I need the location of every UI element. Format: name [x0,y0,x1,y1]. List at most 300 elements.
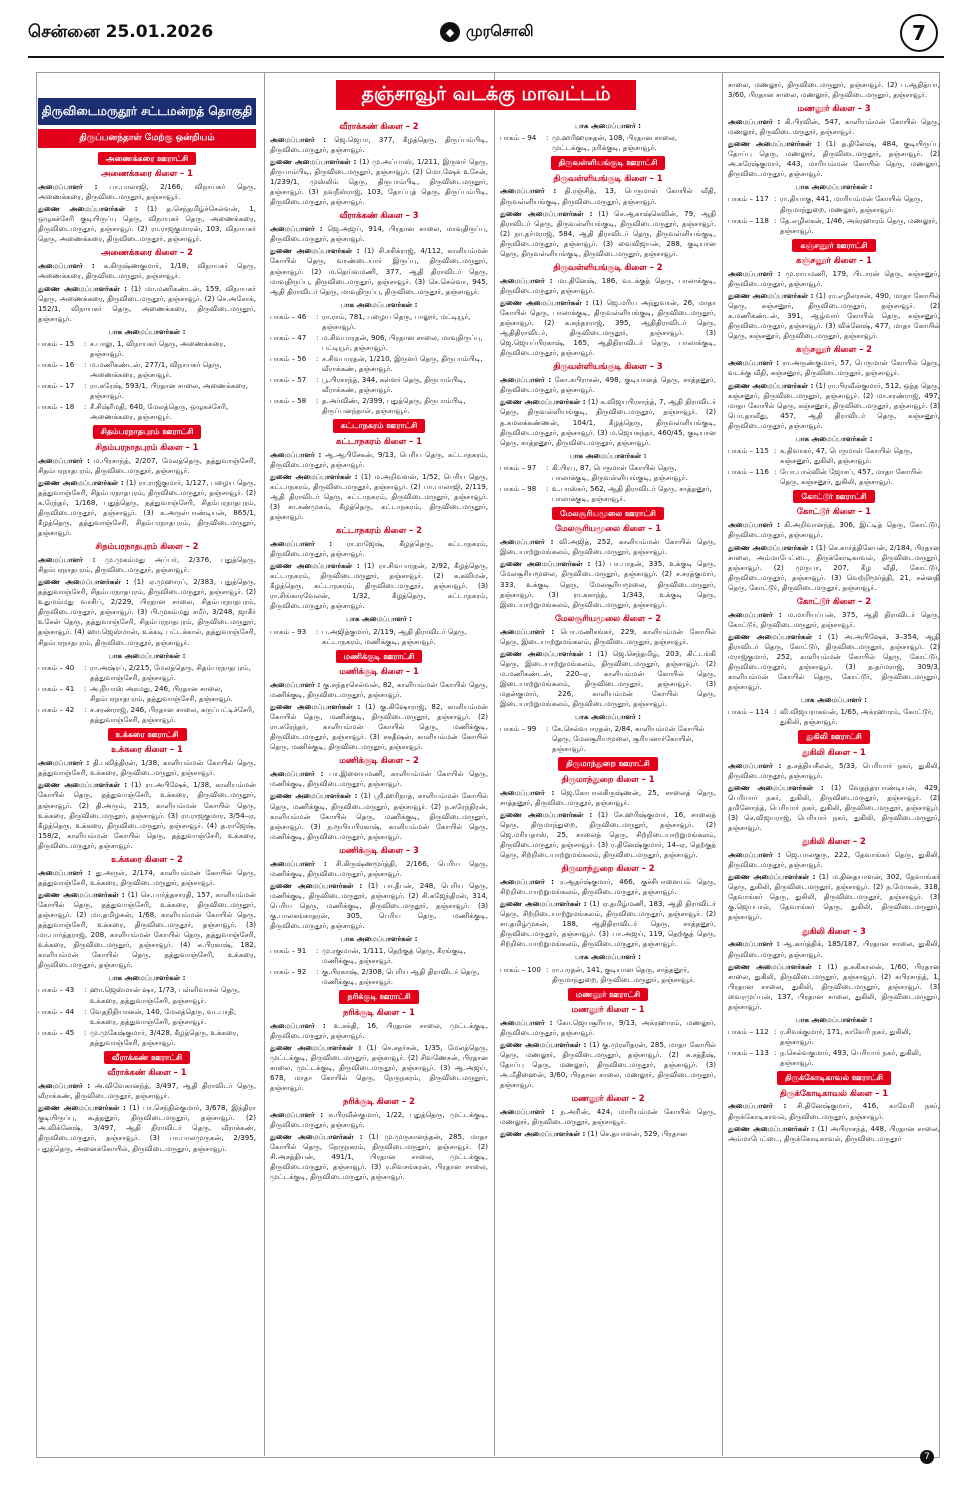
office-bearer-entry [728,358,940,378]
member-details: (1) பா.செந்தில்குமார், 3/678, இந்திரா குடியிருப்பு, கூத்தனூர், திருவிடைமருதூர், தஞ்சாவூர். (2) அ.விக்னேஷ், 3/497, ஆதி திராவிடர் தெரு, வீராக்கண், திருவிடைமருதூர், தஞ்சாவூர். (3) பா.பாலமுருகன், 2/395, புதுத்தெரு, அனைக்கோயில், திருவிடைமருதூர், தஞ்சாவூர். [38,1103,256,1153]
member-details: ரா.பரதன், 141, குடியான தெரு, சாத்தனூர், திருமாந்துறை, திருவிடைமருதூர், தஞ்சாவூர். [552,964,696,984]
member-details: யோ.பால்வின் ஜோசப், 457, மாதா கோயில் தெரு, கஞ்சனூர், துகிலி, தஞ்சாவூர். [780,467,923,487]
member-details: (1) த.சுகிகாலன், 1/60, பிரதான சாலை, துகிலி, திருவிடைமருதூர், தஞ்சாவூர். (2) கபிரசாந்த், 1, பிரதான சாலை, துகிலி, திருவிடைமருதூர், தஞ்சாவூர். (3) வைரமுப்பன், 137, பிரதான சாலை, துகிலி, திருவிடைமருதூர், தஞ்சாவூர். [728,961,940,1011]
role-label: அமைப்பாளர் : [270,449,322,459]
role-label: அமைப்பாளர் : [500,186,557,196]
member-details: சாலை, மணலூர், திருவிடைமருதூர், தஞ்சாவூர். (2) ப.ஆதித்யா, 3/60, பிரதான சாலை, மணலூர், திருவிடைமருதூர், தஞ்சாவூர். [728,80,940,100]
member-details: (1) செ.பார்த்தசாரதி, 157, காளியம்மன் கோயில் தெரு, தத்துவாஞ்சேரி, உக்கரை, திருவிடைமருதூர், தஞ்சாவூர். (2) மா.தமிழகன், 1/68, காளியம்மன் கோயில் தெரு, தத்துவாஞ்சேரி, உக்கரை, திருவிடைமருதூர், தஞ்சாவூர். (3) மா.பார்த்தராஜ், 208, காளியம்மன் கோயில் தெரு, தத்துவாஞ்சேரி, உக்கரை, திருவிடைமருதூர், தஞ்சாவூர். (4) சு.பிரகாஷ், 182, காளியம்மன் கோயில் தெரு, தத்துவாஞ்சேரி, உக்கரை, திருவிடைமருதூர், தஞ்சாவூர். [38,889,256,970]
role-label: துணை அமைப்பாளர்கள் : [270,471,358,481]
booth-entry [38,381,256,401]
role-label: துணை அமைப்பாளர்கள் : [500,809,593,819]
member-details: ரா.அருண்குமார், 57, பெருமாள் கோயில் தெரு, வடக்கு வீதி, கஞ்சனூர், திருவிடைமருதூர், தஞ்சாவூர். [728,358,940,378]
office-bearer-entry [270,881,488,931]
role-label: அமைப்பாளர் : [728,939,780,949]
booth-number: பாகம் – 97 [500,462,537,472]
office-bearer-entry [270,224,488,244]
booth-entry [38,339,256,359]
role-label: துணை அமைப்பாளர்கள் : [270,1132,363,1142]
booth-entry [270,946,488,966]
role-label: அமைப்பாளர் : [500,537,554,547]
branch-heading: சிதம்பரநாதபுரம் கிளை – 2 [95,541,199,552]
member-details: (1) ரா.சிவபாரதன், 2/92, கீழத்தெரு, கட்டாநகரம், திருவிடைமருதூர், தஞ்சாவூர். (2) க.கவிமன், கீழத்தெரு, கட்டாநகரம், திருவிடைமருதூர், தஞ்சாவூர். (3) ரா.சிங்காரவேலன், 1/32, கீழத்தெரு, கட்டாநகரம், திருவிடைமருதூர், தஞ்சாவூர். [270,561,488,611]
colon-separator: : [774,215,777,225]
member-details: (1) கு.முரளிதரன், 285, மாதா கோயில் தெரு, மணலூர், திருவிடைமருதூர், தஞ்சாவூர். (2) சு.சத்தீஷ், தோப்பு தெரு, மணலூர், திருவிடைமருதூர், தஞ்சாவூர். (3) அ.மீதிஹைன், 3/60, பிரதான சாலை, மணலூர், திருவிடைமருதூர், தஞ்சாவூர். [500,1040,716,1090]
member-details: பா.இளையமணி, காளியம்மன் கோயில் தெரு, மணிக்குடி, திருவிடைமருதூர், தஞ்சாவூர். [270,769,488,789]
member-details: அ.விவேகானந்த், 3/497, ஆதி திராவிடர் தெரு, வீராக்கண், திருவிடைமருதூர், தஞ்சாவூர். [38,1081,256,1101]
role-label: துணை அமைப்பாளர்கள் : [728,782,824,792]
member-details: ர.சிவக்குமார், 171, காவேரி நகர், துகிலி, தஞ்சாவூர். [780,1026,911,1047]
branch-heading: கோட்டூர் கிளை – 2 [796,595,872,606]
role-label: துணை அமைப்பாளர்கள் : [270,791,358,801]
booth-entry [270,967,488,987]
footer-page-number: 7 [920,1450,934,1464]
colon-separator: : [84,402,87,412]
branch-heading: திருமாந்துறை கிளை – 1 [561,773,655,784]
office-bearer-entry [500,899,716,949]
office-bearer-entry [500,186,716,206]
branch-heading: மணிக்குடி கிளை – 1 [339,666,419,677]
member-details: (1) செ.ஆகாஷ்கெவின், 79, ஆதி திராவிடர் தெரு, திருவள்ளியங்குடி, திருவிடைமருதூர், தஞ்சாவூர். (2) நா.தர்மராஜ், 584, ஆதி திராவிடர் தெரு, திருவள்ளியங்குடி, திருவிடைமருதூர், தஞ்சாவூர். (3) வைவிஜயன், 288, குடியான தெரு, திருவள்ளியங்குடி, திருவிடைமருதூர், தஞ்சாவூர். [500,208,716,258]
colon-separator: : [84,985,87,995]
office-bearer-entry [270,680,488,700]
member-details: (1) செ.சதர்சன், 1/35, மேலத்தெரு, முட்டக்குடி, திருவிடைமருதூர், தஞ்சாவூர். (2) சிவணேசன், பிரதான சாலை, முட்டக்குடி, திருவிடைமருதூர், தஞ்சாவூர். (3) ஆ.அஜய், 678, மாதா கோயில் தெரு, நேருநகரம், திருவிடைமருதூர், தஞ்சாவூர். [270,1042,488,1093]
booth-entry [38,360,256,380]
role-label: அமைப்பாளர் : [38,455,90,465]
panchayat-heading: மணலூர் ஊராட்சி [568,988,648,1001]
panchayat-heading: மேலசூரியமூலை ஊராட்சி [552,507,664,520]
office-bearer-entry [38,577,256,647]
booth-number: பாகம் – 94 [500,133,537,143]
office-bearer-entry [500,627,716,647]
branch-heading: கஞ்சனூர் கிளை – 2 [795,344,872,355]
colon-separator: : [316,967,319,977]
member-details: (1) ஜெ.செந்தமிழ், 203, கிட்டங்கி தெரு, இடையாற்றுமங்கலம், திருவிடைமருதூர், தஞ்சாவூர். (2) ம.மணிகண்டன், 220–ஏ, காளியம்மன் கோயில் தெரு, இடையாற்றுமங்கலம், திருவிடைமருதூர், தஞ்சாவூர். (3) மதன்குமார், 226, காளியம்மன் கோயில் தெரு, இடையாற்றுமங்கலம், திருவிடைமருதூர், தஞ்சாவூர். [500,648,716,709]
booth-number: பாகம் – 18 [38,402,75,412]
colon-separator: : [546,462,549,472]
booth-number: பாகம் – 91 [270,946,307,956]
member-details: மு.ஹரிஹரசுதன், 108, பிரதான சாலை, முட்டக்குடி, நரிக்குடி, தஞ்சாவூர். [552,133,678,153]
booth-entry [270,354,488,374]
member-details: ரா.ராம், 781, பழைய தெரு, பாலூர், மட்டியூர், தஞ்சாவூர். [322,311,471,331]
booth-entry [728,194,940,214]
colon-separator: : [546,483,549,493]
booth-number: பாகம் – 116 [728,467,769,476]
member-details: க.திவாகர், 47, பெருமாள் கோயில் தெரு, கஞ்சனூர், துகிலி, தஞ்சாவூர். [780,445,913,465]
office-bearer-entry [38,284,256,324]
page-number: 7 [900,14,938,52]
role-label: அமைப்பாளர் : [270,539,333,549]
office-bearer-entry [728,850,940,870]
booth-number: பாகம் – 99 [500,724,537,734]
office-bearer-entry [728,1101,940,1121]
office-bearer-entry [270,539,488,559]
office-bearer-entry [500,375,716,395]
member-details: ர.ஆதர்ஷ்குமார், 466, குச்சிபாளையம் தெரு, சிற்றிடையாற்றுமங்கலம், திருவிடைமருதூர், தஞ்சாவூர். [500,877,716,897]
office-bearer-entry [728,80,940,100]
colon-separator: : [84,338,87,348]
office-bearer-entry [500,397,716,447]
colon-separator: : [84,359,87,369]
panchayat-heading: அணைக்கரை ஊராட்சி [98,152,196,165]
booth-number: பாகம் – 17 [38,381,75,391]
masthead [0,0,972,64]
branch-heading: வீராக்கண் கிளை – 2 [339,121,419,131]
member-details: வி.விஜயராகவன், 1/65, அக்ரஹாரம், கோட்டூர், துகிலி, தஞ்சாவூர். [780,707,934,727]
member-details: ம.மாரியப்பன், 375, ஆதி திராவிடர் தெரு, கோட்டூர், திருவிடைமருதூர், தஞ்சாவூர். [728,609,940,629]
member-details: சி.தினேஷ்குமார், 416, காவேரி நகர், திருக்கோடிகாவல், திருவிடைமருதூர், தஞ்சாவூர். [728,1101,940,1121]
booth-number: பாகம் – 98 [500,483,537,493]
office-bearer-entry [728,291,940,341]
colon-separator: : [316,626,319,636]
role-label: அமைப்பாளர் : [270,679,321,689]
booth-entry [38,684,256,704]
member-details: பா.பாலாஜி, 2/166, விநாயகர் தெரு, அணைக்கரை, திருவிடைமருதூர், தஞ்சாவூர். [38,182,256,202]
office-bearer-entry [38,1081,256,1101]
member-details: ம.மணிகண்டன், 277/1, விநாயகர் தெரு, அணைக்கரை, தஞ்சாவூர். [90,359,222,379]
booth-number: பாகம் – 16 [38,359,75,369]
column-3 [500,118,716,1488]
role-label: துணை அமைப்பாளர்கள் : [270,561,360,571]
member-details: மு.முகேஷ்குமார், 3/428, கீழத்தெரு, உக்கரை, தத்துவாஞ்சேரி, தஞ்சாவூர். [90,1027,239,1047]
section-subheading: பாக அமைப்பாளர் : [575,712,641,722]
member-details: (1) க.விஜயபிரசாந்த், 7, ஆதி திராவிடர் தெரு, திருவள்ளியங்குடி, திருவிடைமருதூர், தஞ்சாவூர். (2) த.கமலக்கண்ணன், 104/1, கீழத்தெரு, திருவள்ளியங்குடி, திருவிடைமருதூர், தஞ்சாவூர். (3) ம.ஜெயசுந்தர், 460/45, குடியான தெரு, சாத்தனூர், திருவிடைமருதூர், தஞ்சாவூர். [500,397,716,447]
role-label: துணை அமைப்பாளர்கள் : [728,542,814,552]
colon-separator: : [84,683,87,693]
member-details: (1) பா.தீபன், 248, பெரிய தெரு, மணிக்குடி, திருவிடைமருதூர், தஞ்சாவூர். (2) சி.கஜேந்திரன், 314, பெரிய தெரு, மணிக்குடி, திருவிடைமருதூர், தஞ்சாவூர். (3) கு.பாலகங்காதரன், 305, பெரிய தெரு, மணிக்குடி, திருவிடைமருதூர், தஞ்சாவூர். [270,880,488,931]
booth-entry [500,463,716,483]
office-bearer-entry [270,1132,488,1182]
colon-separator: : [774,467,777,476]
office-bearer-entry [38,182,256,202]
office-bearer-entry [728,872,940,922]
branch-heading: கஞ்சனூர் கிளை – 1 [795,255,872,266]
colon-separator: : [84,381,87,391]
member-details: ச.பாலு, 1, விநாயகர் தெரு, அணைக்கரை, தஞ்சாவூர். [90,338,226,358]
branch-heading: துகிலி கிளை – 1 [802,746,866,757]
branch-heading: மேலசூரியமூலை கிளை – 1 [554,523,662,534]
member-details: (1) வேதந்தரபாண்டியன், 429, பெரியார் நகர், துகிலி, திருவிடைமருதூர், தஞ்சாவூர். (2) தமினோந்த், பெரியார் நகர், துகிலி, திருவிடைமருதூர், தஞ்சாவூர். (3) செ.விஜயராஜ், பெரியார் நகர், துகிலி, திருவிடைமருதூர், தஞ்சாவூர். [728,782,940,833]
booth-entry [270,396,488,416]
column-divider [264,72,265,1456]
colon-separator: : [546,133,549,143]
office-bearer-entry [270,246,488,296]
role-label: அமைப்பாளர் : [728,520,780,530]
member-details: கு.சுந்தரசெல்வன், 82, காளியம்மன் கோயில் தெரு, மணிக்குடி, திருவிடைமருதூர், தஞ்சாவூர். [270,679,488,700]
panchayat-heading: திருக்கோடிகாவல் ஊராட்சி [777,1071,891,1084]
section-subheading: பாக அமைப்பாளர் : [575,952,641,962]
masthead-rule [28,56,944,58]
section-subheading: பாக அமைப்பாளர் : [801,695,867,705]
colon-separator: : [84,1027,87,1037]
member-details: தே.எழிலகன், 1/46, அக்ரஹாரம் தெரு, மணலூர், தஞ்சாவூர். [780,215,938,235]
colon-separator: : [774,1048,777,1058]
member-details: ந.அரி்ன், 424, மாரியம்மன் கோயில் தெரு, மணலூர், திருவிடைமருதூர், தஞ்சாவூர். [500,1107,716,1127]
office-bearer-entry [728,269,940,289]
office-bearer-entry [728,610,940,630]
role-label: துணை அமைப்பாளர்கள் : [38,204,138,214]
member-details: கே.செல்வபாரதன், 2/84, காளியம்மன் கோயில் தெரு, மேலசூரியமூலை, சூரியனார்கோயில், தஞ்சாவூர். [552,724,705,754]
role-label: அமைப்பாளர் : [500,626,555,636]
role-label: துணை அமைப்பாளர்கள் : [728,1123,815,1133]
office-bearer-entry [728,520,940,540]
member-details: கி.பிரபு, 87, பெருமாள் கோயில் தெரு, பாலாக்குடி, திருவள்ளியங்குடி, தஞ்சாவூர். [552,462,688,482]
office-bearer-entry [270,1110,488,1130]
member-details: அ.நியாஸ் அகமது, 246, பிரதான சாலை, சிதம்பரநாதபுரம், தத்துவாஞ்சேரி, தஞ்சாவூர். [90,683,233,703]
column-2 [270,118,488,1488]
colon-separator: : [84,704,87,714]
branch-heading: திருவள்ளியங்குடி கிளை – 3 [553,361,663,372]
member-details: (1) அ.அபிஷேக், 3–354, ஆதி திராவிடர் தெரு, கோட்டூர், திருவிடைமருதூர், தஞ்சாவூர். (2) மராஜ்குமார், 252, காளியம்மன் கோயில் தெரு, கோட்டூர், திருவிடைமருதூர், தஞ்சாவூர். (3) த.தர்மராஜ், 309/3, காளியம்மன் கோயில் தெரு, கோட்டூர், திருவிடைமருதூர், தஞ்சாவூர். [728,631,940,692]
member-details: வி.அஜித், 252, காளியம்மன் கோயில் தெரு, இடையாற்றுமங்கலம், திருவிடைமருதூர், தஞ்சாவூர். [500,537,716,557]
branch-heading: சிதம்பரநாதபுரம் கிளை – 1 [95,441,199,452]
section-subheading: பாக அமைப்பாளர்கள் : [569,450,647,460]
booth-number: பாகம் – 92 [270,967,307,977]
member-details: ச.சரண்ராஜ், 246, பிரதான சாலை, கருப்பட்டிச்சேரி, தத்துவாஞ்சேரி, தஞ்சாவூர். [90,704,255,724]
member-details: ந.செல்வகுமார், 493, பெரியார் நகர், துகிலி, தஞ்சாவூர். [780,1048,922,1068]
office-bearer-entry [728,117,940,137]
role-label: அமைப்பாளர் : [38,867,91,877]
booth-entry [500,965,716,985]
booth-number: பாகம் – 15 [38,338,75,348]
booth-entry [38,705,256,725]
role-label: துணை அமைப்பாளர்கள் : [500,1040,587,1050]
member-details: து.அருள், 2/174, காளியம்மன் கோயில் தெரு, தத்துவாஞ்சேரி, உக்கரை, திருவிடைமருதூர், தஞ்சாவூர். [38,867,256,887]
section-subheading: பாக அமைப்பாளர்கள் : [795,1014,873,1024]
role-label: துணை அமைப்பாளர்கள் : [270,1042,362,1052]
office-bearer-entry [270,157,488,207]
role-label: அமைப்பாளர் : [270,1110,324,1120]
office-bearer-entry [728,1124,940,1144]
branch-heading: அணைக்கரை கிளை – 2 [101,247,193,258]
branch-heading: வீராக்கண் கிளை – 1 [107,1067,187,1078]
role-label: அமைப்பாளர் : [728,269,781,279]
branch-heading: அணைக்கரை கிளை – 1 [101,168,193,179]
role-label: அமைப்பாளர் : [728,117,781,127]
paper-name-text: முரசொலி [466,22,534,40]
member-details: த.சத்தியசீலன், 5/33, பெரியார் நகர், துகிலி, திருவிடைமருதூர், தஞ்சாவூர். [728,760,940,780]
booth-entry [38,1007,256,1027]
office-bearer-entry [500,1040,716,1090]
member-details: உ.சக்தி, 16, பிரதான சாலை, முட்டக்குடி, திருவிடைமருதூர், தஞ்சாவூர். [270,1020,488,1040]
role-label: அமைப்பாளர் : [38,758,90,768]
member-details: (1) த.தினேஷ், 484, குடியிருப்பு தோப்பு தெரு, மணலூர், திருவிடைமருதூர், தஞ்சாவூர். (2) அ.சுரேஷ்குமார், 443, மாரியம்மன் கோயில் தெரு, மணலூர், திருவிடைமருதூர், தஞ்சாவூர். [728,139,940,179]
member-details: பொ.மணிசங்கர், 229, காளியம்மன் கோயில் தெரு, இடையாற்றுமங்கலம், திருவிடைமருதூர், தஞ்சாவூர். [500,626,716,646]
role-label: அமைப்பாளர் : [728,760,782,770]
role-label: துணை அமைப்பாளர்கள் : [270,157,357,167]
office-bearer-entry [500,788,716,808]
column-4 [728,80,940,1450]
panchayat-heading: கோட்டூர் ஊராட்சி [793,490,874,503]
office-bearer-entry [270,1021,488,1041]
booth-number: பாகம் – 47 [270,332,307,342]
member-details: ரா.அஷ்ரப், 2/215, மேலத்தெரு, சிதம்பரநாதபுரம், தத்துவாஞ்சேரி, தஞ்சாவூர். [90,662,251,682]
role-label: துணை அமைப்பாளர்கள் : [270,702,361,712]
booth-number: பாகம் – 58 [270,396,307,406]
member-details: சு.பிரவீன்குமார், 1/22, புதுத்தெரு, முட்டக்குடி, திருவிடைமருதூர், தஞ்சாவூர். [270,1110,488,1130]
member-details: ரா.தியாகு, 441, மாரியம்மன் கோயில் தெரு, திருமாந்துறை, மணலூர், தஞ்சாவூர். [780,194,923,214]
office-bearer-entry [500,298,716,358]
office-bearer-entry [270,135,488,155]
office-bearer-entry [500,209,716,259]
office-bearer-entry [38,204,256,244]
member-details: க.கிருஷ்ணகுமார், 1/18, விநாயகர் தெரு, அணைக்கரை, திருவிடைமருதூர், தஞ்சாவூர். [38,261,256,281]
booth-entry [270,627,488,647]
role-label: துணை அமைப்பாளர்கள் : [728,961,822,971]
office-bearer-entry [38,261,256,281]
role-label: துணை அமைப்பாளர்கள் : [38,577,129,587]
booth-entry [38,1028,256,1048]
member-details: கோ.ஜெயசூரியா, 9/13, அக்ரஹாரம், மணலூர், திருவிடைமருதூர், தஞ்சாவூர். [500,1017,716,1037]
role-label: அமைப்பாளர் : [500,1017,553,1027]
role-label: அமைப்பாளர் : [500,375,552,385]
booth-number: பாகம் – 56 [270,354,307,364]
panchayat-heading: கட்டாநகரம் ஊராட்சி [333,419,426,432]
section-subheading: பாக அமைப்பாளர் : [346,614,412,624]
role-label: துணை அமைப்பாளர்கள் : [38,283,127,293]
member-details: (1) சே.ஹரிஷ்குமார், 16, சாலைத் தெரு, திருமாந்துறை, திருவிடைமருதூர், தஞ்சாவூர். (2) ஜெ.மரியதாஸ், 25, சாலைத் தெரு, சிற்றிடையாற்றுமங்கலம், திருவிடைமருதூர், தஞ்சாவூர். (3) ர.தினேஷ்குமார், 14–ஏ, தெற்குத் தெரு, சிற்றிடையாற்றுமங்கலம், திருவிடைமருதூர், தஞ்சாவூர். [500,809,716,860]
member-details: ஆ.ஆபிசேகன், 9/13, பெரிய தெரு, கட்டாநகரம், திருவிடைமருதூர், தஞ்சாவூர். [270,449,488,469]
office-bearer-entry [270,702,488,752]
booth-number: பாகம் – 115 [728,445,769,455]
member-details: (1) த.செந்தமிழ்ச்செல்வன், 1, ஒழுகச்சேரி குடியிருப்பு தெரு, விநாயகர் தெரு, அணைக்கரை, திருவிடைமருதூர், தஞ்சாவூர். (2) ரா.ராஜகுமாரன், 103, விநாயகர் தெரு, அணைக்கரை, திருவிடைமருதூர், தஞ்சாவூர். [38,204,256,244]
office-bearer-entry [500,877,716,897]
panchayat-heading: சிதம்பரநாதபுரம் ஊராட்சி [93,425,202,438]
member-details: கோ.சுபிராசன், 498, குடியானத் தெரு, சாத்தனூர், திருவிடைமருதூர், தஞ்சாவூர். [500,375,716,395]
colon-separator: : [774,707,777,717]
member-details: (1) ஜெ.மரிய அந்துவான், 26, மாதா கோயில் தெரு, பாலாக்குடி, திருவள்ளியங்குடி, திருவிடைமருதூர், தஞ்சாவூர். (2) க.சுந்தரராஜ், 395, ஆதிதிராவிடர் தெரு, ஆதிதிராவிடர், திருவிடைமருதூர், தஞ்சாவூர். (3) ஜெ.ஜெயப்பிரகாஷ், 165, ஆதிதிராவிடர் தெரு, பாலாக்குடி, திருவிடைமருதூர், தஞ்சாவூர். [500,297,716,358]
booth-number: பாகம் – 114 [728,707,769,717]
member-details: (1) சி.சசிக்ராஜ், 4/112, காளியம்மன் கோயில் தெரு, வாண்டையார் இருப்பு, திருவிடைமருதூர், தஞ்சாவூர். (2) ம.தெய்வமணி, 377, ஆதி திராவிடர் தெரு, மாவுதிருப்பு, திருவிடைமருதூர், தஞ்சாவூர். (3) செ.செல்வா, 945, ஆதி திராவிடர் தெரு, மாவுதிருப்பு, திருவிடைமருதூர், தஞ்சாவூர். [270,246,488,296]
branch-heading: மணலூர் கிளை – 1 [571,1004,645,1015]
colon-separator: : [316,396,319,406]
member-details: தி.பவித்திரன், 1/38, காளியம்மன் கோயில் தெரு, தத்துவாஞ்சேரி, உக்கரை, திருவிடைமருதூர், தஞ்சாவூர். [38,758,256,778]
branch-heading: உக்கரை கிளை – 2 [111,853,183,864]
section-subheading: பாக அமைப்பாளர்கள் : [340,934,418,944]
role-label: அமைப்பாளர் : [270,769,324,779]
section-subheading: பாக அமைப்பாளர்கள் : [795,433,873,443]
column-1 [38,92,256,1462]
role-label: துணை அமைப்பாளர்கள் : [270,246,360,256]
panchayat-heading: வீராக்கண் ஊராட்சி [104,1051,190,1064]
member-details: (1) பா.பாதன், 335, உக்குடி தெரு, மேலசூரியமூலை, திருவிடைமருதூர், தஞ்சாவூர். (2) ச.சரத்குமார், 333, உக்குடி தெரு, மேலசூரியமூலை, திருவிடைமருதூர், தஞ்சாவூர். (3) ரா.சுகாந்த், 1/343, உக்குடி தெரு, இடையாற்றுமங்கலம், திருவிடைமருதூர், தஞ்சாவூர். [500,559,716,609]
member-details: (1) மு.முருகானந்தன், 285, மாதா கோயில் தெரு, நேருநகரம், திருவிடைமருதூர், தஞ்சாவூர். (2) சி.அசத்தியன், 491/1, பிரதான சாலை, முட்டக்குடி, திருவிடைமருதூர், தஞ்சாவூர். (3) ர.சிவசங்கரன், பிரதான சாலை, முட்டக்குடி, திருவிடைமருதூர், தஞ்சாவூர். [270,1132,488,1182]
member-details: ஜெ.பாலகுரு, 222, தேவாங்கர் தெரு, துகிலி, திருவிடைமருதூர், தஞ்சாவூர். [728,850,940,870]
date-line: சென்னை 25.01.2026 [28,22,214,42]
office-bearer-entry [728,139,940,179]
role-label: அமைப்பாளர் : [728,850,781,860]
member-details: வேதநிதியானன், 140, மேலத்தெரு, வடபாதி, உக்கரை, தத்துவாஞ்சேரி, தஞ்சாவூர். [90,1006,237,1026]
district-banner: தஞ்சாவூர் வடக்கு மாவட்டம் [336,80,636,110]
office-bearer-entry [728,939,940,959]
office-bearer-entry [500,537,716,557]
member-details: (1) அபிராசந்த், 448, பிரதான சாலை, அம்மாபேட்டை, திருக்கோடிகாவல், திருவிடைமருதூர் [728,1123,940,1143]
member-details: கி.அறிவானந்த், 306, இட்டித் தெரு, கோட்டூர், திருவிடைமருதூர், தஞ்சாவூர். [728,520,940,540]
section-subheading: பாக அமைப்பாளர்கள் : [340,299,418,309]
office-bearer-entry [500,810,716,860]
office-bearer-entry [38,456,256,476]
office-bearer-entry [270,472,488,522]
column-divider [722,72,723,1456]
booth-entry [728,1048,940,1068]
booth-number: பாகம் – 43 [38,985,75,995]
section-subheading: பாக அமைப்பாளர் : [575,121,641,130]
section-subheading: பாக அமைப்பாளர்கள் : [108,650,186,660]
member-details: (1) ரா.அபிஷேக், 1/38, காளியம்மன் கோயில் தெரு, தத்துவாஞ்சேரி, உக்கரை, திருவிடைமருதூர், தஞ்சாவூர். (2) தி.அரும், 215, காளியம்மன் கோயில் தெரு, உக்கரை, திருவிடைமருதூர், தஞ்சாவூர். (3) ரா.ராஜகுமார, 3/54–ஏ, கீழத்தெரு, உக்கரை, திருவிடைமருதூர், தஞ்சாவூர். (4) த.ராஜேஷ், 158/2, காளியம்மன் கோயில் தெரு, தத்துவாஞ்சேரி, உக்கரை, திருவிடைமருதூர், தஞ்சாவூர். [38,780,256,850]
booth-entry [728,1027,940,1047]
branch-heading: திருமாந்துறை கிளை – 2 [561,863,655,874]
elephant-logo-icon: ◆ [440,22,460,42]
office-bearer-entry [270,769,488,789]
office-bearer-entry [500,649,716,709]
panchayat-heading: உக்கரை ஊராட்சி [108,728,187,741]
role-label: அமைப்பாளர் : [38,261,95,271]
role-label: துணை அமைப்பாளர்கள் : [38,780,128,790]
member-details: (1) செ.தயாளன், 529, பிரதான [587,1129,688,1139]
branch-heading: கட்டாநகரம் கிளை – 1 [336,435,422,446]
office-bearer-entry [270,561,488,611]
member-details: கி.பிரவின், 547, காளியம்மன் கோயில் தெரு, மணலூர், திருவிடைமருதூர், தஞ்சாவூர். [728,117,940,137]
role-label: அமைப்பாளர் : [38,1081,91,1091]
branch-heading: துகிலி கிளை – 2 [802,836,866,847]
role-label: அமைப்பாளர் : [728,609,782,619]
member-details: (1) ஸ்ரீ.ஹரிநாத், காளியம்மன் கோயில் தெரு, மணிக்குடி, திருவிடைமருதூர், தஞ்சாவூர். (2) ந.சுரேந்திரன், காளியம்மன் கோயில் தெரு, மணிக்குடி, திருவிடைமருதூர், தஞ்சாவூர். (3) ந.ரூபியபிரகாஷ், காளியம்மன் கோயில் தெரு, மணிக்குடி, திருவிடைமருதூர், தஞ்சாவூர். [270,791,488,841]
panchayat-heading: கஞ்சனூர் ஊராட்சி [792,239,875,252]
panchayat-heading: மணிக்குடி ஊராட்சி [336,650,423,663]
branch-heading: மேலசூரியமூலை கிளை – 2 [554,612,662,623]
member-details: ப.அஜித்குமார், 2/119, ஆதி திராவிடர் தெரு, கட்டாநகரம், மணிக்குடி, தஞ்சாவூர். [322,626,467,646]
section-subheading: பாக அமைப்பாளர்கள் : [108,326,186,336]
booth-number: பாகம் – 93 [270,626,307,636]
colon-separator: : [316,946,319,956]
office-bearer-entry [728,761,940,781]
colon-separator: : [546,964,549,974]
role-label: துணை அமைப்பாளர்கள் : [38,477,124,487]
colon-separator: : [84,1006,87,1016]
role-label: துணை அமைப்பாளர்கள் : [500,899,587,909]
member-details: (1) கு.கிஷோராஜ், 82, காளியம்மன் கோயில் தெரு, மணிக்குடி, திருவிடைமருதூர், தஞ்சாவூர். (2) ரா.சுரேந்தர், காளியம்மன் கோயில் தெரு, மணிக்குடி, திருவிடைமருதூர், தஞ்சாவூர். (3) சகதீஷன், காளியம்மன் கோயில் தெரு, மணிக்குடி, திருவிடைமருதூர், தஞ்சாவூர். [270,702,488,752]
member-details: மு.ரகுமான், 1/111, தெற்குத் தெரு, கீரங்குடி, மணிக்குடி, தஞ்சாவூர். [322,946,466,966]
booth-entry [500,724,716,754]
booth-number: பாகம் – 118 [728,215,769,225]
role-label: துணை அமைப்பாளர்கள் : [270,880,363,890]
office-bearer-entry [38,1103,256,1153]
member-details: (1) செ.கார்த்திகேயன், 2/184, பிரதான சாலை, அம்மாபேட்டை, திருக்கோடிகாவல், திருவிடைமருதூர், தஞ்சாவூர். (2) முருபா, 207, கீழ வீதி, கோட்டூர், திருவிடைமருதூர், தஞ்சாவூர். (3) வெற்றிமூர்த்தி, 21, சன்னதி தெரு, கோட்டூர், திருவிடைமருதூர், தஞ்சாவூர். [728,542,940,592]
booth-number: பாகம் – 112 [728,1026,769,1036]
booth-entry [728,467,940,487]
branch-heading: மணிக்குடி கிளை – 3 [339,844,419,855]
role-label: துணை அமைப்பாளர்கள் : [728,631,822,641]
booth-entry [500,484,716,504]
role-label: துணை அமைப்பாளர்கள் : [500,397,586,407]
branch-heading: திருவள்ளியங்குடி கிளை – 1 [553,172,663,183]
office-bearer-entry [38,780,256,850]
member-details: (1) ஏ.தமிழ்மணி, 183, ஆதி திராவிடர் தெரு, சிற்றிடையாற்றுமங்கலம், திருவிடைமருதூர், தஞ்சாவூர். (2) சா.தமிழ்முகன், 188, ஆதிதிராவிடர் தெரு, சாத்தனூர், திருவிடைமருதூர், தஞ்சாவூர். (3) பா.அஜய், 119, தெற்குத் தெரு, சிற்றிடையாற்றுமங்கலம், திருவிடைமருதூர், தஞ்சாவூர். [500,899,716,949]
member-details: சி.கிருஷ்ணமூர்த்தி, 2/166, பெரிய தெரு, மணிக்குடி, திருவிடைமருதூர், தஞ்சாவூர். [270,858,488,878]
branch-heading: திருவள்ளியங்குடி கிளை – 2 [553,261,663,272]
role-label: துணை அமைப்பாளர்கள் : [500,208,593,218]
booth-number: பாகம் – 42 [38,704,75,714]
office-bearer-entry [270,859,488,879]
colon-separator: : [774,445,777,455]
role-label: துணை அமைப்பாளர்கள் : [728,291,814,301]
member-details: மு.ராயமணி, 179, பிடாரன் தெரு, கஞ்சனூர், திருவிடைமருதூர், தஞ்சாவூர். [728,269,940,289]
member-details: த.அர்விண், 2/399, புதுத்தெரு, திருபாம்பிடி, திருப்பனந்தாள், தஞ்சாவூர். [322,396,466,416]
office-bearer-entry [728,543,940,593]
section-subheading: பாக அமைப்பாளர்கள் : [108,973,186,983]
member-details: பூ.பிரசாந்த், 344, கள்ளர் தெரு, திருபாம்பிடி, வீராக்கண், தஞ்சாவூர். [322,375,466,395]
colon-separator: : [774,1026,777,1036]
office-bearer-entry [500,1107,716,1127]
